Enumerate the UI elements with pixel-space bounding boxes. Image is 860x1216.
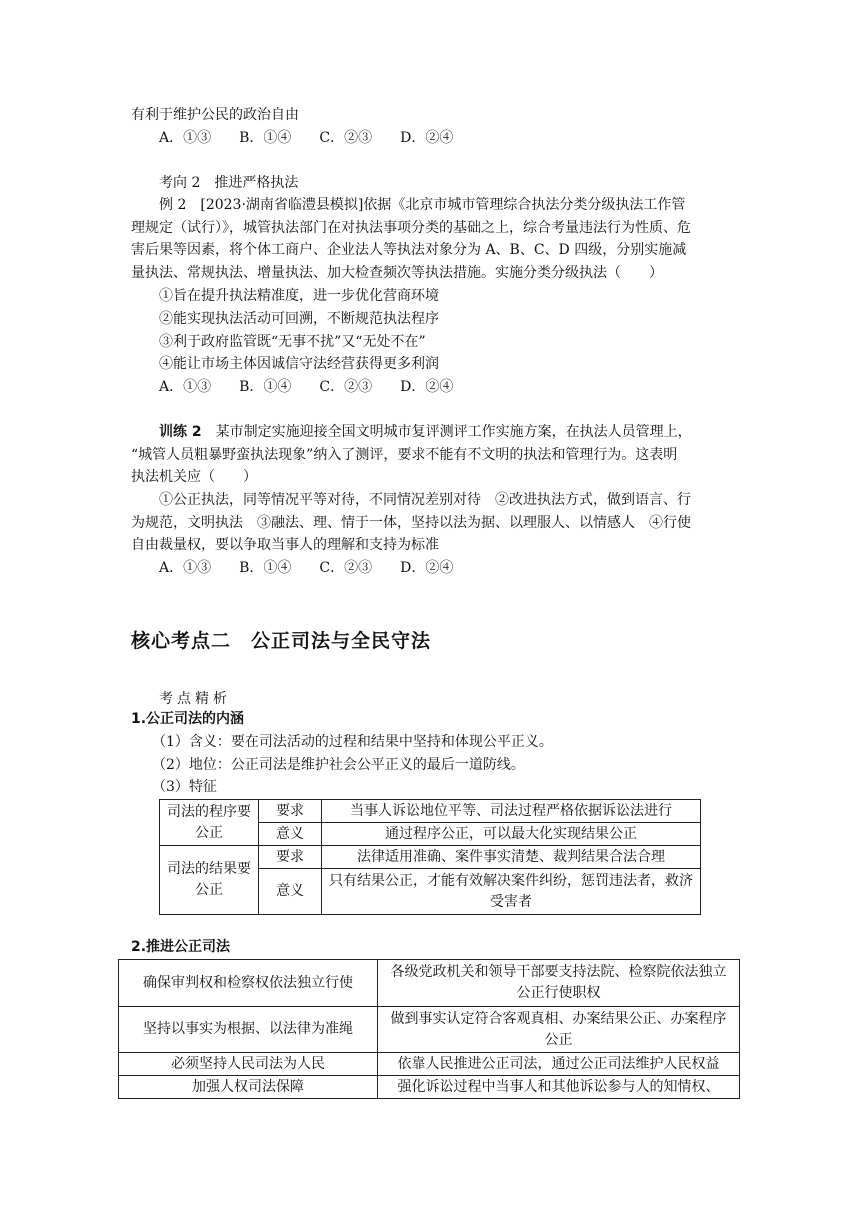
table-cell: 加强人权司法保障 (119, 1076, 378, 1099)
table-cell: 只有结果公正，才能有效解决案件纠纷，惩罚违法者，救济受害者 (322, 869, 701, 915)
promote-justice-table (118, 959, 740, 1099)
table-cell: 意义 (259, 869, 322, 915)
option-b: B．①④ (239, 379, 292, 395)
justice-features-table (159, 799, 701, 915)
table-cell: 各级党政机关和领导干部要支持法院、检察院依法独立公正行使职权 (378, 960, 740, 1007)
table-cell: 强化诉讼过程中当事人和其他诉讼参与人的知情权、 (378, 1076, 740, 1099)
table-cell: 依靠人民推进公正司法，通过公正司法维护人民权益 (378, 1053, 740, 1076)
list-item: （3）特征 (152, 779, 217, 795)
paragraph-text: 有利于维护公民的政治自由 (131, 107, 299, 123)
training-line: 训练 2 某市制定实施迎接全国文明城市复评测评工作实施方案，在执法人员管理上， (159, 424, 692, 440)
option-d: D．②④ (400, 130, 454, 146)
statement-item: ①旨在提升执法精准度，进一步优化营商环境 (159, 288, 439, 304)
training-line: “城管人员粗暴野蛮执法现象”纳入了测评，要求不能有不文明的执法和管理行为。这表明 (131, 447, 678, 463)
subsection-label: 考点精析 (159, 691, 231, 707)
table-cell: 司法的结果要公正 (160, 846, 259, 915)
table-cell: 要求 (259, 800, 322, 823)
statement-item: ②能实现执法活动可回溯，不断规范执法程序 (159, 311, 439, 327)
option-d: D．②④ (400, 379, 454, 395)
answer-options (159, 376, 481, 398)
table-cell: 通过程序公正，可以最大化实现结果公正 (322, 823, 701, 846)
statement-item: ①公正执法，同等情况平等对待，不同情况差别对待 ②改进执法方式，做到语言、行 (159, 492, 691, 508)
option-d: D．②④ (400, 560, 454, 576)
option-c: C．②③ (319, 379, 373, 395)
statement-item: ③利于政府监管既“无事不扰”又“无处不在” (159, 334, 426, 350)
table-cell: 要求 (259, 846, 322, 869)
answer-options (159, 127, 481, 149)
section-heading: 核心考点二 公正司法与全民守法 (131, 630, 432, 652)
subsection-title: 2.推进公正司法 (131, 939, 231, 955)
answer-options (159, 557, 481, 579)
subsection-title: 1.公正司法的内涵 (131, 711, 245, 727)
table-cell: 坚持以事实为根据、以法律为准绳 (119, 1007, 378, 1053)
table-cell: 确保审判权和检察权依法独立行使 (119, 960, 378, 1007)
table-cell: 司法的程序要公正 (160, 800, 259, 846)
option-c: C．②③ (319, 560, 373, 576)
option-b: B．①④ (239, 130, 292, 146)
table-cell: 意义 (259, 823, 322, 846)
example-line: 量执法、常规执法、增量执法、加大检查频次等执法措施。实施分类分级执法（ ） (131, 265, 663, 281)
table-cell: 做到事实认定符合客观真相、办案结果公正、办案程序公正 (378, 1007, 740, 1053)
option-a: A．①③ (159, 130, 212, 146)
option-a: A．①③ (159, 560, 212, 576)
statement-item: 自由裁量权，要以争取当事人的理解和支持为标准 (131, 537, 439, 553)
table-cell: 当事人诉讼地位平等、司法过程严格依据诉讼法进行 (322, 800, 701, 823)
option-b: B．①④ (239, 560, 292, 576)
example-line: 害后果等因素，将个体工商户、企业法人等执法对象分为 A、B、C、D 四级，分别实施减 (131, 242, 687, 258)
list-item: （1）含义：要在司法活动的过程和结果中坚持和体现公平正义。 (152, 734, 553, 750)
table-cell: 法律适用准确、案件事实清楚、裁判结果合法合理 (322, 846, 701, 869)
example-line: 例 2 [2023·湖南省临澧县模拟]依据《北京市城市管理综合执法分类分级执法工作管 (159, 197, 686, 213)
list-item: （2）地位：公正司法是维护社会公平正义的最后一道防线。 (152, 757, 525, 773)
statement-item: 为规范，文明执法 ③融法、理、情于一体，坚持以法为据、以理服人、以情感人 ④行使 (131, 515, 691, 531)
training-label: 训练 2 (159, 424, 202, 440)
table-cell: 必须坚持人民司法为人民 (119, 1053, 378, 1076)
example-line: 理规定（试行）》，城管执法部门在对执法事项分类的基础之上，综合考量违法行为性质、危 (131, 220, 691, 236)
training-line: 执法机关应（ ） (131, 469, 257, 485)
subtopic-title: 考向 2 推进严格执法 (159, 175, 299, 191)
option-c: C．②③ (319, 130, 373, 146)
option-a: A．①③ (159, 379, 212, 395)
statement-item: ④能让市场主体因诚信守法经营获得更多利润 (159, 356, 439, 372)
